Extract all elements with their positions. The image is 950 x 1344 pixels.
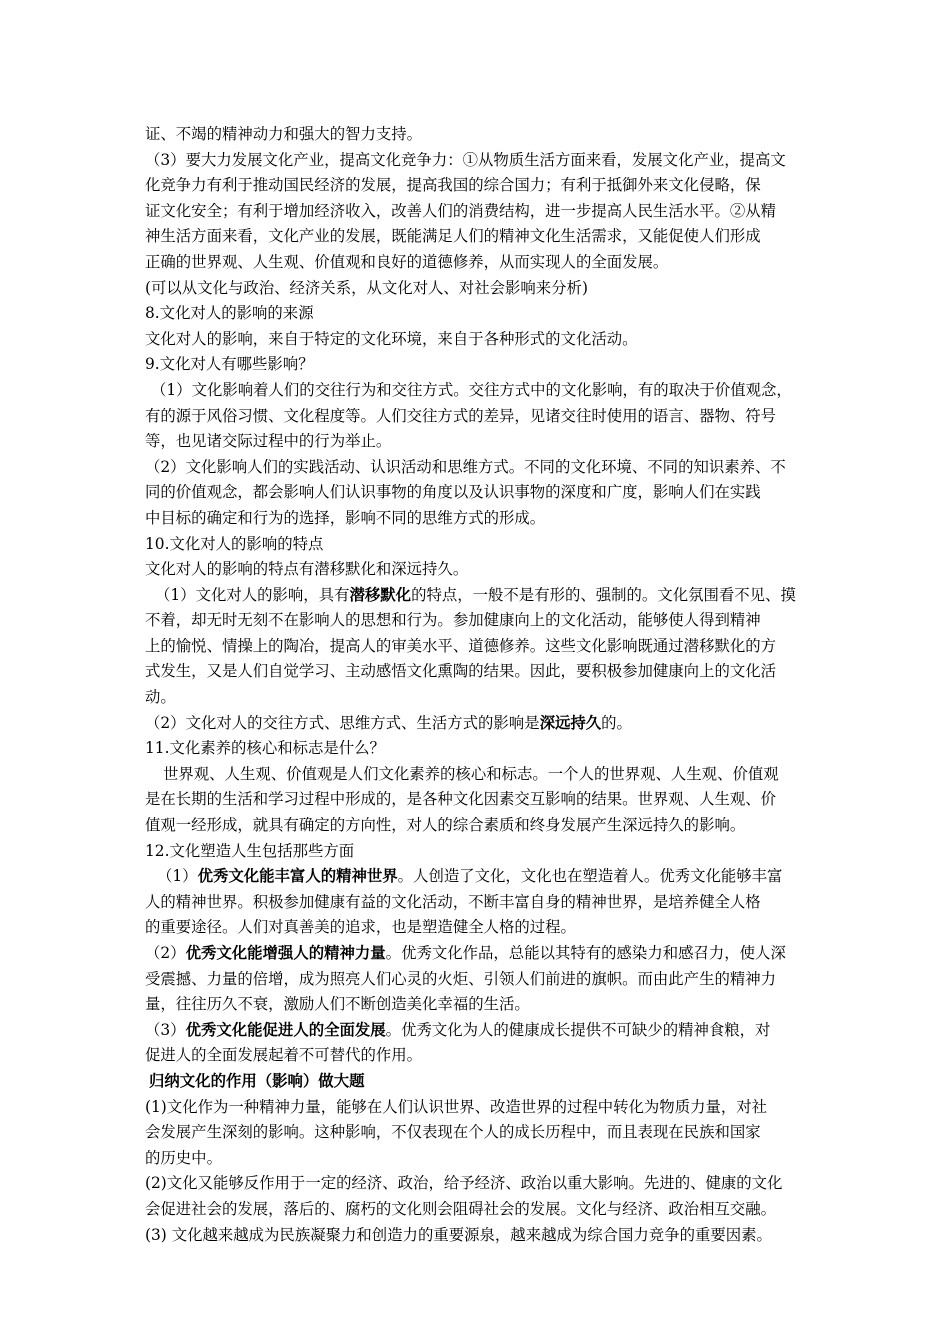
emphasis-text: 优秀文化能丰富人的精神世界 (197, 867, 398, 886)
text-line: (1)文化作为一种精神力量，能够在人们认识世界、改造世界的过程中转化为物质力量，对社 (145, 1097, 768, 1116)
text-line: （1）文化影响着人们的交往行为和交往方式。交往方式中的文化影响，有的取决于价值观念， (151, 380, 792, 399)
text-line: 的重要途径。人们对真善美的追求，也是塑造健全人格的过程。 (145, 918, 576, 937)
text-line: (可以从文化与政治、经济关系，从文化对人、对社会影响来分析) (145, 278, 588, 297)
text-line: 促进人的全面发展起着不可替代的作用。 (145, 1046, 423, 1065)
text-line: 正确的世界观、人生观、价值观和良好的道德修养，从而实现人的全面发展。 (145, 252, 669, 271)
text-line: 量，往往历久不衰，激励人们不断创造美化幸福的生活。 (145, 995, 530, 1014)
text-line: （1）文化对人的影响，具有潜移默化的特点，一般不是有形的、强制的。文化氛围看不见、摸 (155, 585, 796, 604)
text-line: (2)文化又能够反作用于一定的经济、政治，给予经济、政治以重大影响。先进的、健康的文化 (145, 1174, 783, 1193)
emphasis-text: 潜移默化 (349, 585, 412, 604)
text-line: 等，也见诸交际过程中的行为举止。 (145, 432, 392, 451)
section-heading: 11.文化素养的核心和标志是什么？ (145, 739, 385, 758)
text-line: 同的价值观念，都会影响人们认识事物的角度以及认识事物的深度和广度，影响人们在实践 (145, 483, 761, 502)
text-line: 文化对人的影响，来自于特定的文化环境，来自于各种形式的文化活动。 (145, 329, 638, 348)
text-line: 证、不竭的精神动力和强大的智力支持。 (145, 125, 423, 143)
text-line: (3) 文化越来越成为民族凝聚力和创造力的重要源泉，越来越成为综合国力竞争的重要因素。 (145, 1225, 772, 1244)
text-line: （3）要大力发展文化产业，提高文化竞争力：①从物质生活方面来看，发展文化产业，提高文 (145, 150, 786, 169)
text-line: 神生活方面来看，文化产业的发展，既能满足人们的精神文化生活需求，又能促使人们形成 (145, 227, 761, 246)
text-line: 会促进社会的发展，落后的、腐朽的文化则会阻碍社会的发展。文化与经济、政治相互交融。 (145, 1199, 777, 1218)
emphasis-text: 优秀文化能促进人的全面发展 (185, 1020, 386, 1039)
text-line: （1）优秀文化能丰富人的精神世界。人创造了文化，文化也在塑造着人。优秀文化能够丰富 (157, 867, 783, 886)
text-line: 受震撼、力量的倍增，成为照亮人们心灵的火炬、引领人们前进的旗帜。而由此产生的精神力 (145, 969, 777, 988)
text-line: 会发展产生深刻的影响。这种影响，不仅表现在个人的成长历程中，而且表现在民族和国家 (145, 1123, 761, 1142)
emphasis-text: 深远持久 (539, 713, 602, 732)
text-line: 的历史中。 (145, 1148, 222, 1167)
section-heading: 12.文化塑造人生包括那些方面 (145, 841, 355, 860)
text-line: （2）优秀文化能增强人的精神力量。优秀文化作品，总能以其特有的感染力和感召力，使人深 (145, 944, 786, 962)
text-line: （3）优秀文化能促进人的全面发展。优秀文化为人的健康成长提供不可缺少的精神食粮，对 (145, 1020, 771, 1039)
text-line: 有的源于风俗习惯、文化程度等。人们交往方式的差异，见诸交往时使用的语言、器物、符号 (145, 406, 777, 425)
text-line: 不着，却无时无刻不在影响人的思想和行为。参加健康向上的文化活动，能够使人得到精神 (145, 611, 761, 630)
text-line: 人的精神世界。积极参加健康有益的文化活动，不断丰富自身的精神世界，是培养健全人格 (145, 892, 761, 911)
text-line: 动。 (145, 688, 176, 707)
text-line: 式发生，又是人们自觉学习、主动感悟文化熏陶的结果。因此，要积极参加健康向上的文化活 (145, 662, 777, 681)
text-line: 世界观、人生观、价值观是人们文化素养的核心和标志。一个人的世界观、人生观、价值观 (163, 764, 779, 783)
section-heading: 8.文化对人的影响的来源 (145, 304, 314, 323)
text-line: 值观一经形成，就具有确定的方向性，对人的综合素质和终身发展产生深远持久的影响。 (145, 816, 746, 835)
section-heading: 9.文化对人有哪些影响？ (145, 355, 314, 374)
emphasis-text: 归纳文化的作用（影响）做大题 (149, 1071, 365, 1090)
text-line: 上的愉悦、情操上的陶冶，提高人的审美水平、道德修养。这些文化影响既通过潜移默化的方 (145, 636, 777, 655)
text-line: 中目标的确定和行为的选择，影响不同的思维方式的形成。 (145, 508, 546, 527)
text-line: 文化对人的影响的特点有潜移默化和深远持久。 (145, 560, 469, 579)
text-line: 证文化安全；有利于增加经济收入，改善人们的消费结构，进一步提高人民生活水平。②从精 (145, 201, 777, 220)
text-line: 是在长期的生活和学习过程中形成的，是各种文化因素交互影响的结果。世界观、人生观、价 (145, 790, 777, 809)
text-line: （2）文化对人的交往方式、思维方式、生活方式的影响是深远持久的。 (145, 713, 632, 732)
text-line: （2）文化影响人们的实践活动、认识活动和思维方式。不同的文化环境、不同的知识素养、不 (145, 457, 786, 476)
summary-heading (145, 1069, 810, 1095)
section-heading: 10.文化对人的影响的特点 (145, 534, 324, 553)
emphasis-text: 优秀文化能增强人的精神力量 (185, 944, 386, 962)
text-line: 化竞争力有利于推动国民经济的发展，提高我国的综合国力；有利于抵御外来文化侵略，保 (145, 176, 761, 195)
